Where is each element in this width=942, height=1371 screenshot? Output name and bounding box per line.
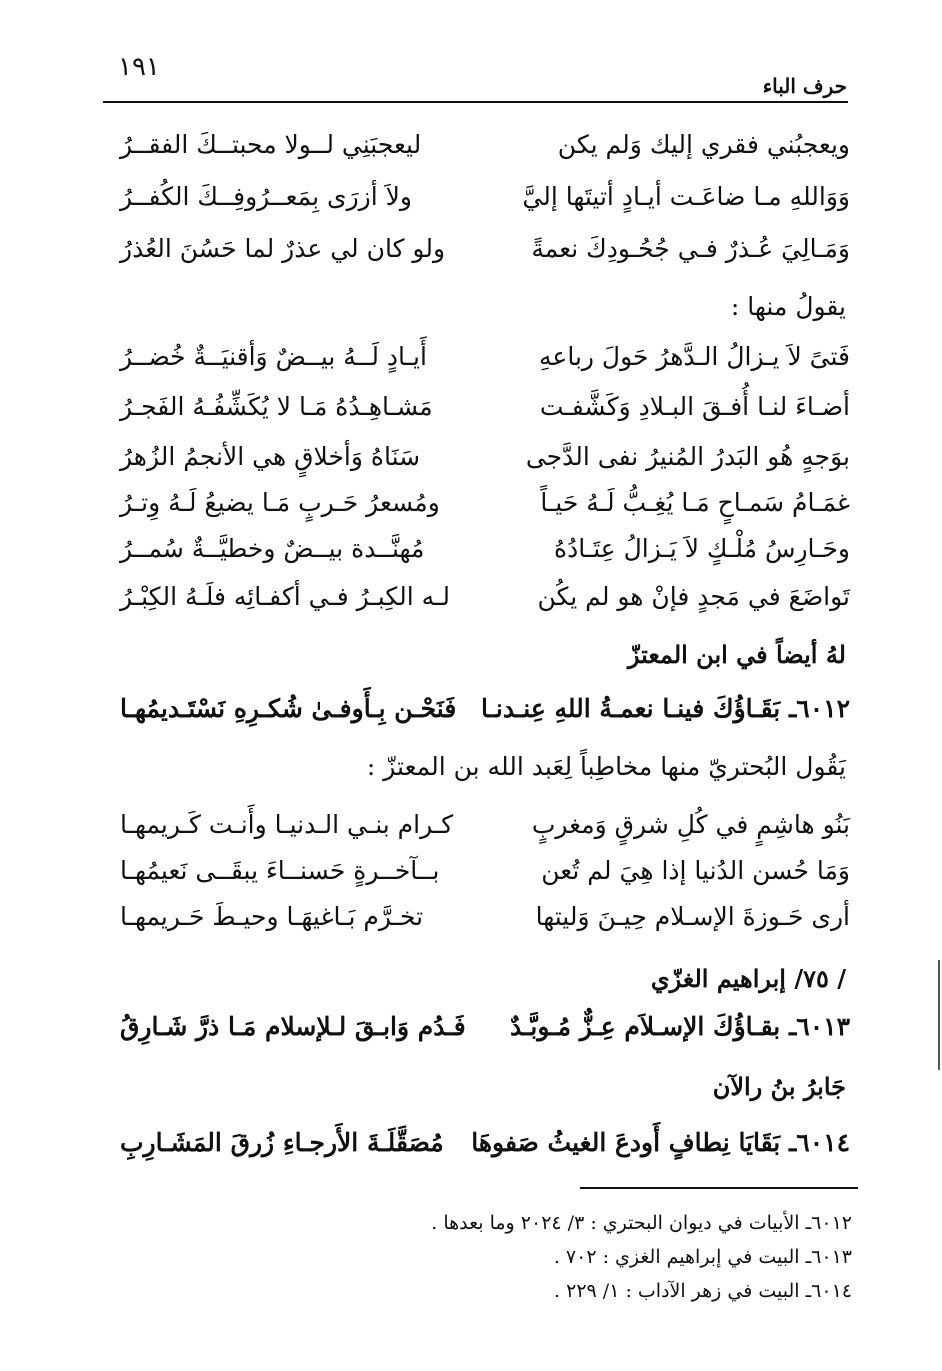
- verse-line: [110, 120, 850, 170]
- verse-first-hemistich: فَتىً لاَ يـزالُ الـدَّهرُ حَولَ رباعهِ: [539, 342, 850, 371]
- verse-second-hemistich: مُهنَّــدة بيــضٌ وخطيَّــةٌ سُمــرُ: [120, 534, 425, 563]
- footnote: ٦٠١٤ـ البيت في زهر الآداب : ١/ ٢٢٩ .: [554, 1280, 852, 1302]
- verse-first-hemistich: [510, 1002, 850, 1052]
- numbered-verse-6014: [110, 1118, 850, 1168]
- verse-second-hemistich: سَنَاهُ وَأخلاقٍ هي الأنجمُ الزُهرُ: [120, 442, 421, 471]
- verse-second-hemistich: فَـدُم وَابـقَ لـلإسلام مَـا ذرَّ شَـارِقُ: [120, 1012, 466, 1041]
- footnote-rule: [580, 1187, 858, 1189]
- footnote: ٦٠١٣ـ البيت في إبراهيم الغزي : ٧٠٢ .: [553, 1246, 852, 1268]
- verse-line: [110, 572, 850, 622]
- verse-second-hemistich: ولو كان لي عذرٌ لما حَسُنَ العُذرُ: [120, 234, 446, 263]
- scan-edge-mark: [938, 960, 940, 1070]
- verse-line: [110, 892, 850, 942]
- verse-line: [110, 172, 850, 222]
- verse-second-hemistich: مُصَقَّلَـةَ الأَرجـاءِ زُرقَ المَشَـارِبِ: [120, 1128, 444, 1157]
- verse-second-hemistich: مَشـاهِـدُهُ مَـا لا يُكَشِّفُـهُ الفَجـرُ: [120, 392, 433, 421]
- verse-line: [110, 224, 850, 274]
- chapter-title: حرف الباء: [762, 74, 847, 98]
- verse-line: [110, 524, 850, 574]
- verse-second-hemistich: فَنَحْـن بِـأَوفـىٰ شُكـرِهِ نَسْتَـديمُهـا: [120, 694, 457, 723]
- section-heading: جَابرُ بنُ رالآن: [712, 1072, 846, 1101]
- numbered-verse-6012: [110, 684, 850, 734]
- header-rule: [103, 101, 848, 103]
- verse-number: ٦٠١٤ـ: [788, 1128, 850, 1157]
- verse-line: [110, 332, 850, 382]
- page-number: ١٩١: [118, 52, 160, 82]
- verse-second-hemistich: تخـرَّم بَـاغيهَـا وحيـطَ حَـريمهـا: [120, 902, 424, 931]
- verse-first-hemistich: أرى حَـوزةَ الإسـلام حِيـنَ وَليتها: [535, 902, 850, 931]
- verse-line: [110, 382, 850, 432]
- verse-line: [110, 846, 850, 896]
- verse-first-hemistich: [471, 1118, 850, 1168]
- verse-first-hemistich: [481, 684, 850, 734]
- verse-second-hemistich: ولاَ أزرَى بِمَعــرُوفِــكَ الكُفــرُ: [120, 182, 412, 211]
- verse-line: [110, 478, 850, 528]
- verse-second-hemistich: لـه الكِبـرُ فـي أكفـائِه فلَـهُ الكِبْـرُ: [120, 582, 451, 611]
- section-heading: / ٧٥/ إبراهيم الغزّي: [650, 964, 846, 993]
- verse-first-hemistich: وحَـارِسُ مُلْـكٍ لاَ يَـزالُ عِتَـادُهُ: [554, 534, 850, 563]
- verse-second-hemistich: كـرام بنـي الـدنيـا وأَنـت كَـريمهـا: [120, 810, 454, 839]
- verse-first-hemistich: وَوَاللهِ مـا ضاعَـت أيـادٍ أتيتَها إليَّ: [522, 182, 850, 211]
- verse-first-hemistich: بوَجهٍ هُو البَدرُ المُنيرُ نفى الدَّجى: [525, 442, 850, 471]
- verse-number: ٦٠١٢ـ: [788, 694, 850, 723]
- verse-second-hemistich: ومُسعرُ حَـربٍ مَـا يضيعُ لَـهُ وِتـرُ: [120, 488, 440, 517]
- verse-first-hemistich: وَمَا حُسن الدُنيا إذا هِيَ لم تُعن: [541, 856, 850, 885]
- intro-text: يَقُول البُحتريّ منها مخاطِباً لِعَبد الله بن المعتزّ :: [366, 752, 846, 781]
- verse-first-hemistich-text: بَقَـاؤُكَ فينـا نعمـةُ اللهِ عِنـدنـا: [480, 694, 781, 723]
- verse-first-hemistich: أضـاءَ لنـا أُفـقَ البـلادِ وَكَشَّفـت: [539, 392, 850, 421]
- verse-first-hemistich: غمَـامُ سَمـاحٍ مَـا يُغِـبُّ لَـهُ حَيـاً: [540, 488, 850, 517]
- verse-first-hemistich: تَواضَعَ في مَجدٍ فإنْ هو لم يكُن: [537, 582, 850, 611]
- verse-first-hemistich: وَمَـالِيَ عُـذرٌ فـي جُحُـودِكَ نعمةً: [531, 234, 850, 263]
- intro-text: يقولُ منها :: [730, 292, 846, 321]
- footnote: ٦٠١٢ـ الأبيات في ديوان البحتري : ٣/ ٢٠٢٤ وما بعدها .: [431, 1212, 852, 1234]
- verse-first-hemistich-text: بَقَايَا نِطافٍ أَودعَ الغيثُ صَفوهَا: [471, 1128, 781, 1157]
- verse-second-hemistich: أَيـادٍ لَــهُ بيــضٌ وَأقنيَــةٌ خُضــرُ: [120, 342, 427, 371]
- verse-line: [110, 432, 850, 482]
- verse-line: [110, 800, 850, 850]
- verse-first-hemistich: بَنُو هاشِمٍ في كُلِ شرقٍ وَمغربٍ: [531, 810, 850, 839]
- verse-first-hemistich: ويعجبُني فقري إليك وَلم يكن: [557, 130, 850, 159]
- verse-first-hemistich-text: بقـاؤُكَ الإسـلاَم عِـزٌّ مُـوبَّـدٌ: [509, 1012, 781, 1041]
- verse-second-hemistich: ليعجبَنِي لــولا محبتــكَ الفقــرُ: [120, 130, 422, 159]
- verse-number: ٦٠١٣ـ: [788, 1012, 850, 1041]
- verse-second-hemistich: بــآخــرةٍ حَسنــاءَ يبقَــى نَعيمُهـا: [120, 856, 440, 885]
- numbered-verse-6013: [110, 1002, 850, 1052]
- section-heading: لهُ أيضاً في ابن المعتزّ: [627, 640, 846, 669]
